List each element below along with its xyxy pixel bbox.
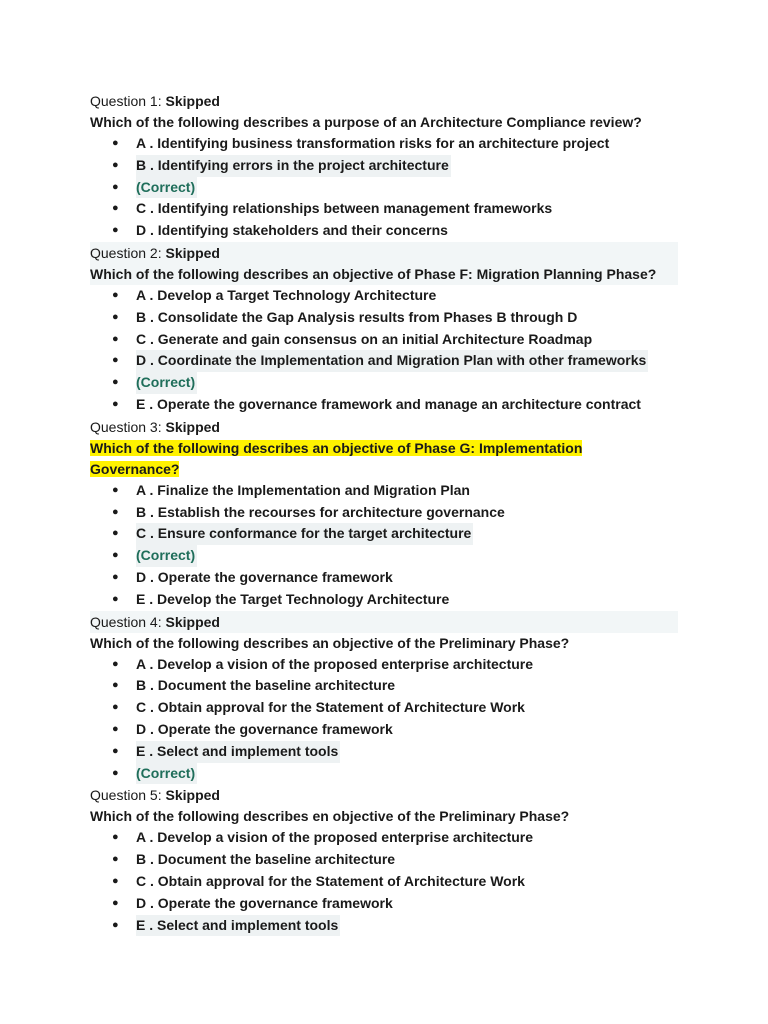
question-1-options	[0, 133, 768, 242]
option-text: C . Ensure conformance for the target architecture	[136, 523, 473, 545]
option-item	[0, 827, 768, 849]
bullet-icon: ●	[112, 158, 119, 171]
bullet-icon: ●	[112, 483, 119, 496]
option-text: B . Document the baseline architecture	[136, 677, 396, 694]
option-text: E . Select and implement tools	[136, 915, 340, 937]
question-5-text: Which of the following describes en objective of the Preliminary Phase?	[90, 808, 570, 825]
option-item	[0, 871, 768, 893]
option-text: B . Establish the recourses for architecture governance	[136, 503, 505, 520]
bullet-icon: ●	[112, 766, 119, 779]
question-label: Question 4:	[90, 613, 166, 630]
correct-marker: (Correct)	[136, 763, 197, 785]
bullet-icon: ●	[112, 722, 119, 735]
bullet-icon: ●	[112, 202, 119, 215]
question-1-header	[90, 90, 678, 112]
option-item	[0, 654, 768, 676]
bullet-icon: ●	[112, 224, 119, 237]
bullet-icon: ●	[112, 310, 119, 323]
option-item	[0, 545, 768, 567]
bullet-icon: ●	[112, 570, 119, 583]
question-2-options	[0, 285, 768, 416]
question-3-header	[90, 416, 678, 438]
bullet-icon: ●	[112, 831, 119, 844]
option-item	[0, 198, 768, 220]
correct-marker: (Correct)	[136, 177, 197, 199]
bullet-icon: ●	[112, 874, 119, 887]
option-item	[0, 350, 768, 372]
bullet-icon: ●	[112, 918, 119, 931]
question-label: Question 5:	[90, 787, 166, 804]
option-text: C . Obtain approval for the Statement of Architecture Work	[136, 872, 525, 889]
option-text: E . Select and implement tools	[136, 741, 340, 763]
bullet-icon: ●	[112, 679, 119, 692]
option-text: D . Coordinate the Implementation and Migration Plan with other frameworks	[136, 350, 648, 372]
question-status: Skipped	[165, 418, 220, 435]
option-text: C . Identifying relationships between management frameworks	[136, 200, 553, 217]
option-text: B . Document the baseline architecture	[136, 851, 396, 868]
question-4-text: Which of the following describes an objective of the Preliminary Phase?	[90, 634, 570, 651]
question-3-text	[90, 438, 678, 480]
option-text: A . Develop a vision of the proposed enterprise architecture	[136, 829, 534, 846]
bullet-icon: ●	[112, 288, 119, 301]
bullet-icon: ●	[112, 397, 119, 410]
correct-marker: (Correct)	[136, 545, 197, 567]
question-4-options	[0, 654, 768, 785]
option-item	[0, 329, 768, 351]
option-item	[0, 697, 768, 719]
option-item	[0, 567, 768, 589]
question-status: Skipped	[165, 787, 220, 804]
option-item	[0, 480, 768, 502]
option-item	[0, 893, 768, 915]
bullet-icon: ●	[112, 505, 119, 518]
option-text: B . Identifying errors in the project architecture	[136, 155, 451, 177]
option-item	[0, 589, 768, 611]
option-text: E . Operate the governance framework and manage an architecture contract	[136, 395, 641, 412]
option-item	[0, 177, 768, 199]
bullet-icon: ●	[112, 744, 119, 757]
option-text: A . Develop a vision of the proposed enterprise architecture	[136, 655, 534, 672]
question-4-header	[90, 611, 678, 633]
correct-marker: (Correct)	[136, 372, 197, 394]
option-item	[0, 763, 768, 785]
question-status: Skipped	[165, 244, 220, 261]
option-text: A . Finalize the Implementation and Migration Plan	[136, 481, 470, 498]
question-5-header	[90, 784, 678, 806]
question-status: Skipped	[165, 613, 220, 630]
option-text: D . Operate the governance framework	[136, 720, 393, 737]
option-text: E . Develop the Target Technology Architecture	[136, 590, 450, 607]
option-item	[0, 285, 768, 307]
option-item	[0, 675, 768, 697]
option-text: C . Obtain approval for the Statement of Architecture Work	[136, 699, 525, 716]
option-text: A . Develop a Target Technology Architecture	[136, 286, 437, 303]
highlighted-question-line: Which of the following describes an objective of Phase G: Implementation	[90, 439, 583, 456]
option-item	[0, 523, 768, 545]
question-label: Question 1:	[90, 93, 166, 109]
highlighted-question-line: Governance?	[90, 460, 180, 477]
question-status: Skipped	[165, 93, 220, 109]
bullet-icon: ●	[112, 701, 119, 714]
bullet-icon: ●	[112, 376, 119, 389]
question-5-options	[0, 827, 768, 936]
option-text: A . Identifying business transformation risks for an architecture project	[136, 135, 610, 151]
option-text: C . Generate and gain consensus on an initial Architecture Roadmap	[136, 330, 593, 347]
question-2-text: Which of the following describes an objective of Phase F: Migration Planning Phase?	[90, 264, 678, 285]
question-2-header	[90, 242, 678, 264]
option-item	[0, 307, 768, 329]
option-item	[0, 915, 768, 937]
option-text: B . Consolidate the Gap Analysis results from Phases B through D	[136, 308, 578, 325]
question-1-text: Which of the following describes a purpose of an Architecture Compliance review?	[90, 114, 642, 130]
bullet-icon: ●	[112, 332, 119, 345]
option-item	[0, 155, 768, 177]
bullet-icon: ●	[112, 592, 119, 605]
option-text: D . Operate the governance framework	[136, 568, 393, 585]
option-item	[0, 849, 768, 871]
question-label: Question 2:	[90, 244, 166, 261]
question-label: Question 3:	[90, 418, 166, 435]
bullet-icon: ●	[112, 896, 119, 909]
bullet-icon: ●	[112, 657, 119, 670]
bullet-icon: ●	[112, 527, 119, 540]
bullet-icon: ●	[112, 549, 119, 562]
option-text: D . Identifying stakeholders and their concerns	[136, 222, 448, 239]
document-page	[0, 90, 768, 936]
option-item	[0, 502, 768, 524]
option-item	[0, 220, 768, 242]
option-item	[0, 394, 768, 416]
bullet-icon: ●	[112, 354, 119, 367]
option-item	[0, 741, 768, 763]
option-item	[0, 719, 768, 741]
option-item	[0, 372, 768, 394]
option-item	[0, 133, 768, 155]
bullet-icon: ●	[112, 137, 119, 149]
bullet-icon: ●	[112, 853, 119, 866]
question-3-options	[0, 480, 768, 611]
bullet-icon: ●	[112, 180, 119, 193]
option-text: D . Operate the governance framework	[136, 894, 393, 911]
